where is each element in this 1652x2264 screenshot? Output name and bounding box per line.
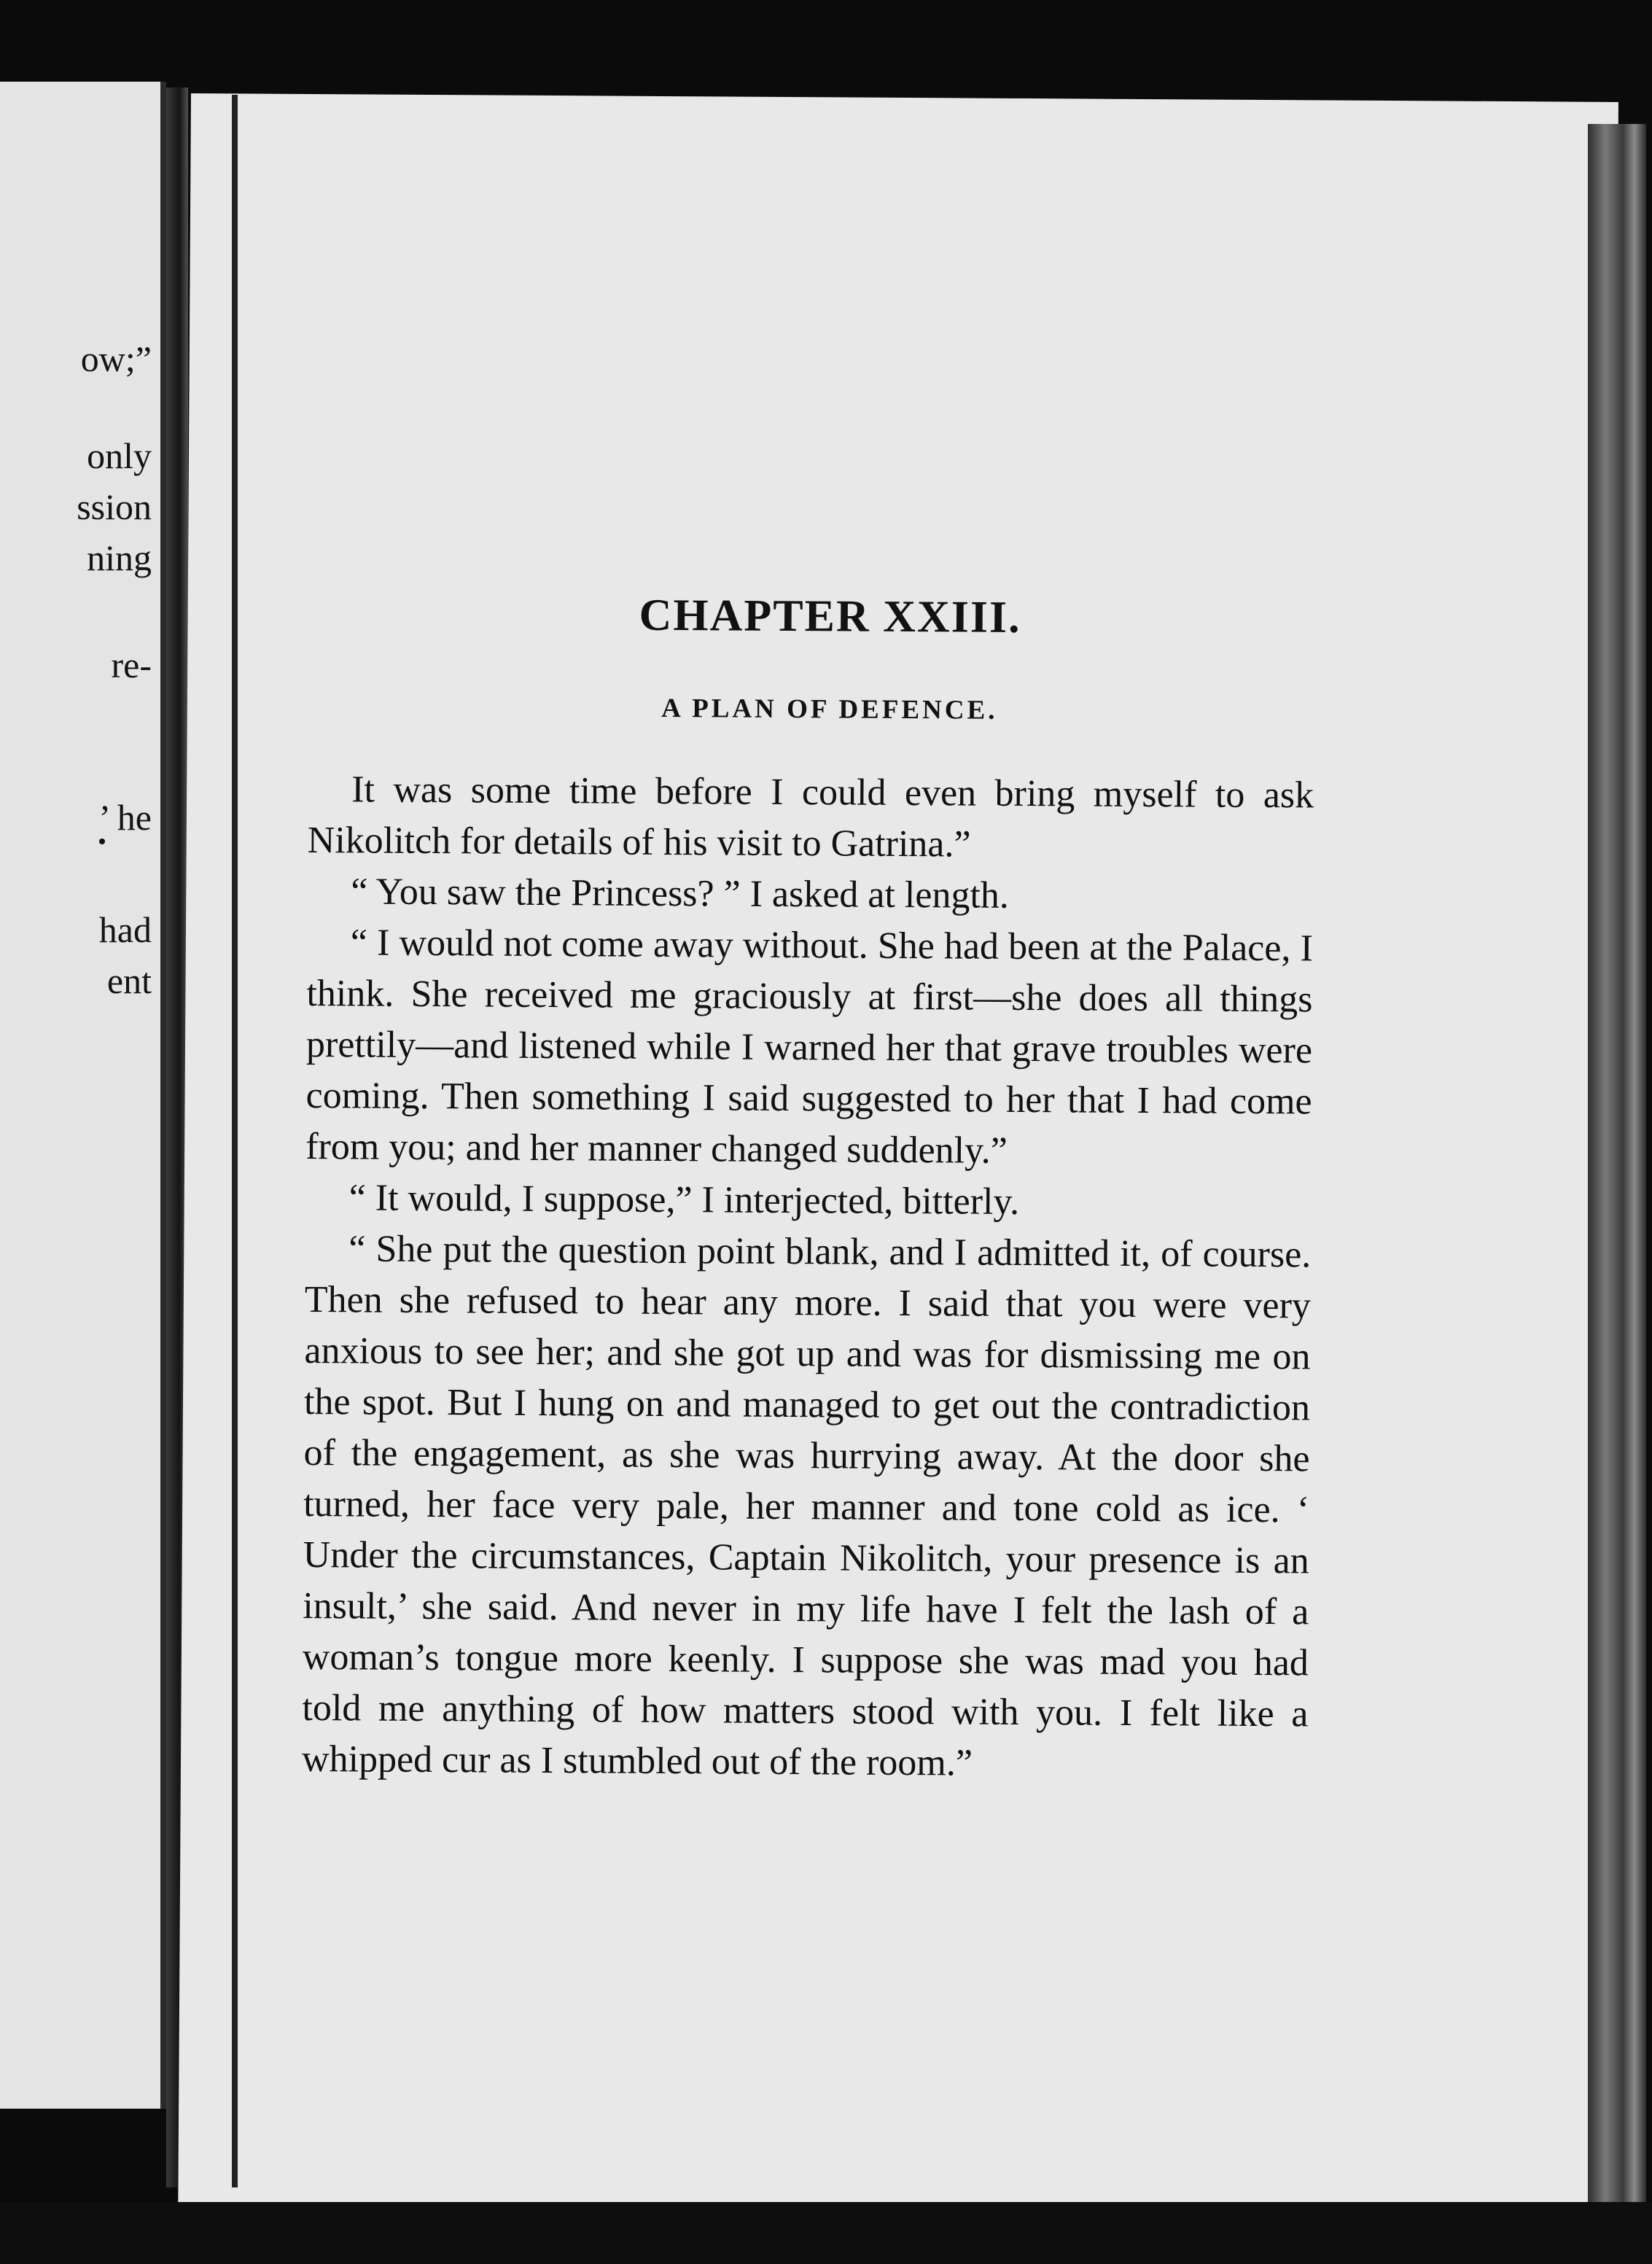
previous-page-fragment: had [98,909,152,950]
previous-page-fragment: ent [106,960,152,1001]
body-paragraph: “ It would, I suppose,” I interjected, bitterly. [348,1177,1020,1223]
previous-page-fragment: ning [87,537,152,578]
page-content [302,588,1315,1791]
page-binding-shadow [232,95,238,2187]
speck [99,839,105,844]
previous-page-fragment: ow;” [80,338,152,379]
page-stack-edge [1588,124,1646,2217]
body-paragraph: “ She put the question point blank, and I admitted it, of course. Then she refused to hear any more. I said that you were very anxious to see her; and she got up and was for dismissing me on the spot. But I hung on and managed to get out the contradiction of the engagement, as she was hurrying away. At the door she turned, her face very pale, her manner and tone cold as ice. ‘ Under the circumstances, Captain Nikolitch, your presence is an insult,’ she said. And never in my life have I felt the lash of a woman’s tongue more keenly. I suppose she was mad you had told me anything of how matters stood with you. I felt like a whipped cur as I stumbled out of the room.” [301,1228,1312,1784]
body-paragraph: It was some time before I could even bring myself to ask Nikolitch for details of his visit to Gatrina.” [307,769,1314,865]
scan-bottom-border [0,2202,1652,2264]
previous-page-fragment: ’ he [98,797,152,838]
book-page [178,93,1618,2217]
body-paragraph: “ I would not come away without. She had been at the Palace, I think. She received me graciously at first—she does all things prettily—and listened while I warned her that grave troubles were coming. Then something I said suggested to her that I had come from you; and her manner changed suddenly.” [305,922,1314,1172]
previous-page-fragment: ssion [77,486,152,527]
previous-page-fragment: re- [111,645,152,685]
chapter-title: CHAPTER XXIII. [639,590,1021,642]
chapter-subtitle: A PLAN OF DEFENCE. [661,693,998,726]
previous-page-fragment: only [87,435,152,476]
previous-page-edge [0,82,166,2109]
body-paragraph: “ You saw the Princess? ” I asked at length. [351,871,1010,917]
